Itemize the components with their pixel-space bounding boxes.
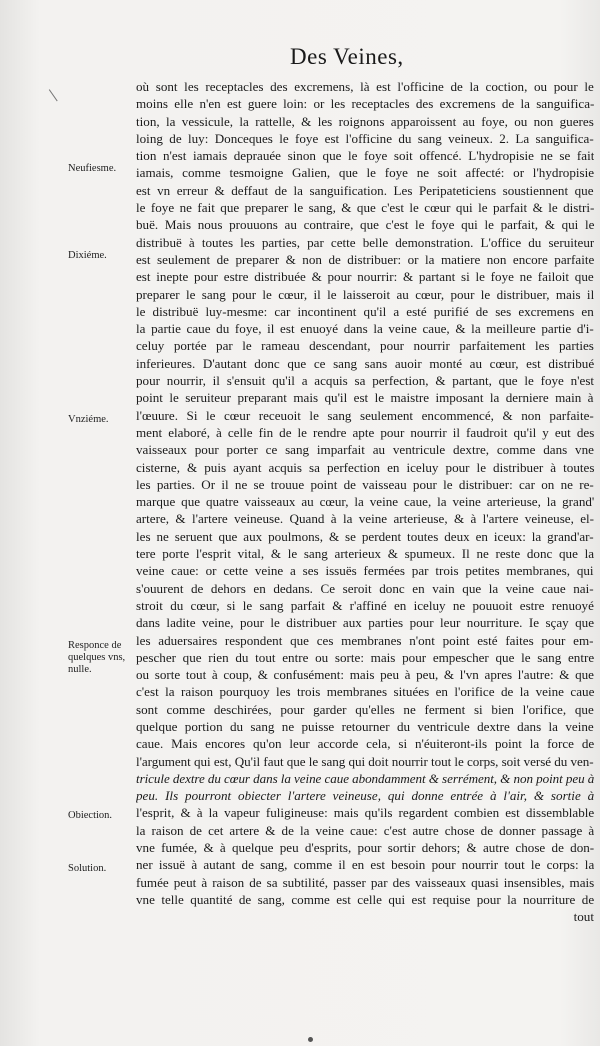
body-text [136,78,594,926]
text-line: pour nourrir, il s'ensuit qu'il a acquis sa perfection, & partant, que le foye n'est [136,373,594,389]
text-line: les ne seruent que aux poulmons, & se perdent toutes deux en iceux: la grand'ar- [136,528,594,544]
text-line: peu. Ils pourront obiecter l'artere veineuse, qui donne entrée à l'air, & sortie à [136,788,594,804]
text-line: tout [573,909,594,925]
text-line: l'argument qui est, Qu'il faut que le sang qui doit nourrir tout le corps, soit versé du ven- [136,753,594,769]
text-line: le distribuë luy-mesme: car incontinent qu'il a esté purifié de ses excremens en [136,303,594,319]
text-line: veine caue: or cette veine a ses issuës fermées par trois petites membranes, qui [136,563,594,579]
text-line: tion n'est iamais deprauée sinon que le foye soit offencé. L'hydropisie ne se fait [136,148,594,164]
text-line: l'esprit, & à la vapeur fuligineuse: mais qu'ils regardent combien est dissemblable [136,805,594,821]
text-line: les parties. Or il ne se trouue point de vaisseau pour le distribuer: car on ne re- [136,476,594,492]
text-line: tion, la vessicule, la rattelle, & les roignons apparoissent au foye, ou non gueres [136,113,594,129]
text-line: la partie caue du foye, il est enuoyé dans la veine caue, & la meilleure partie d'i- [136,321,594,337]
text-line: iamais, comme tesmoigne Galien, que le foye ne soit affecté: or l'hydropisie [136,165,594,181]
text-line: l'œuure. Si le cœur receuoit le sang seulement encommencé, & non parfaite- [136,407,594,423]
text-line: cisterne, & puis ayant acquis sa perfection en iceluy pour le distribuer à toutes [136,459,594,475]
text-line: le foye ne fait que preparer le sang, & que c'est le cœur qui le parfait & le distri- [136,200,594,216]
running-head: Des Veines, [290,44,404,69]
marginal-note-responce: Responce de quelques vns, nulle. [68,640,126,675]
text-line: pescher que rien du tout entre ou sorte: mais pour empescher que le sang entre [136,649,594,665]
text-line: point le seruiteur preparant mais qu'il est le maistre imposant la derniere main à [136,390,594,406]
marginal-note-neufiesme: Neufiesme. [68,163,117,174]
text-line: vne fumée, & à quelque peu d'esprits, pour sortir dehors; & autre chose de don- [136,840,594,856]
text-line: où sont les receptacles des excremens, là est l'officine de la coction, ou pour le [136,79,594,94]
text-line: buë. Mais nous prouuons au contraire, que c'est le foye qui le parfait, & qui le [136,217,594,233]
text-line: loing de luy: Donceques le foye est l'officine du sang veineux. 2. La sanguifica- [136,130,594,146]
text-line: moins elle n'en est guere loin: or les receptacles des excremens de la sanguifica- [136,96,594,112]
text-line: dans ladite veine, pour le distribuer aux parties pour leur nourriture. Ie sçay que [136,615,594,631]
marginal-note-dixieme: Dixiéme. [68,250,107,261]
ink-mark [49,85,64,102]
text-line: est vn erreur & deffaut de la sanguification. Les Peripateticiens soustiennent que [136,182,594,198]
page-dot [308,1037,313,1042]
text-line: inferieures. D'autant donc que ce sang sans auoir monté au cœur, est distribué [136,355,594,371]
marginal-note-vnzieme: Vnziéme. [68,414,109,425]
text-line: est seulement de preparer & non de distribuer: or la matiere non encore parfaite [136,251,594,267]
text-line: tere porte l'esprit vital, & le sang arterieux & spumeux. Il ne reste donc que la [136,546,594,562]
text-line: ment elaboré, à celle fin de le rendre apte pour nourrir il faudroit qu'il y eut des [136,424,594,440]
text-line: artere, & l'artere veineuse. Quand à la veine arterieuse, & à l'artere veineuse, el- [136,511,594,527]
text-line: fumée peut à raison de sa subtilité, passer par des vaisseaux quasi insensibles, mais [136,874,594,890]
text-line: la raison de cet artere & de la veine caue: c'est autre chose de donner passage à [136,822,594,838]
marginal-note-obiection: Obiection. [68,810,113,821]
text-line: vne telle quantité de sang, comme est celle qui est requise pour la nourriture de [136,891,594,907]
text-line: quelque portion du sang ne puisse retourner du ventricule dextre dans la veine [136,718,594,734]
text-line: vaisseaux pour porter ce sang imparfait au ventricule dextre, comme dans vne [136,442,594,458]
text-line: celuy portée par le rameau descendant, pour nourrir parfaitement les parties [136,338,594,354]
text-line: ner issuë à autant de sang, comme il en est besoin pour nourrir tout le corps: la [136,857,594,873]
text-line: caue. Mais encores qu'on leur accorde cela, si n'éuiteront-ils point la force de [136,736,594,752]
text-line: c'est la raison pourquoy les trois membranes situées en l'orifice de la veine caue [136,684,594,700]
text-line: distribuë à toutes les parties, par cette belle demonstration. L'office du seruiteur [136,234,594,250]
text-line: preparer le sang pour le cœur, il le laisseroit au cœur, pour le distribuer, mais il [136,286,594,302]
text-line: marque que quatre vaisseaux au cœur, la veine caue, la veine arterieuse, la grand' [136,494,594,510]
text-line: stroit du cœur, si le sang parfait & r'affiné en iceluy ne pouuoit estre renuoyé [136,597,594,613]
text-line: les aduersaires respondent que ces membranes n'ont point esté faites pour em- [136,632,594,648]
text-line: ou sorte tout à coup, & confusément: mais peu à peu, & l'vn apres l'autre: & que [136,667,594,683]
marginal-note-solution: Solution. [68,863,107,874]
text-line: tricule dextre du cœur dans la veine caue abondamment & serrément, & non point peu à [136,770,594,786]
text-line: est inepte pour estre distribuée & pour nourrir: & partant si le foye ne failoit que [136,269,594,285]
text-line: s'ouurent de dehors en dedans. Ce seroit donc en vain que la veine caue nai- [136,580,594,596]
text-line: sont comme deschirées, pour garder qu'elles ne ferment si bien l'orifice, que [136,701,594,717]
